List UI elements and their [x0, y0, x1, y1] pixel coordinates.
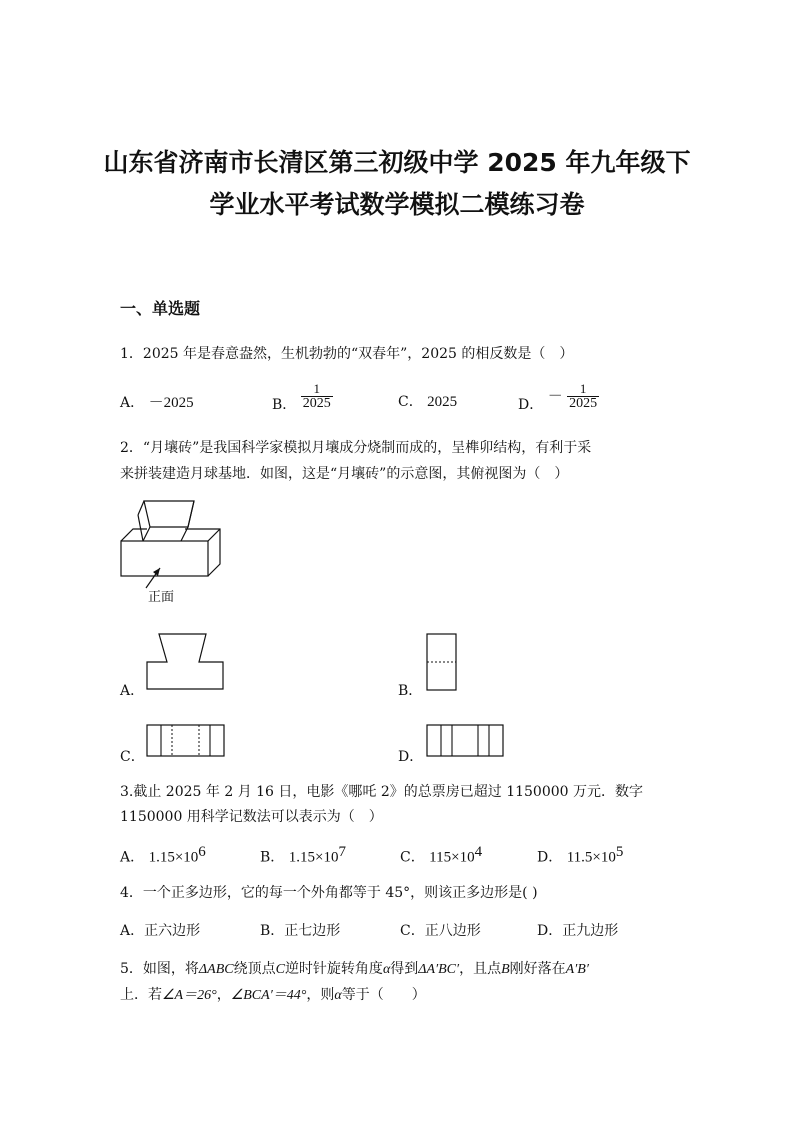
question-3-option-a[interactable]	[120, 844, 206, 867]
option-exponent: 4	[474, 844, 483, 860]
q5-text: 刚好落在	[509, 961, 566, 977]
option-label: A．	[120, 849, 145, 866]
option-exponent: 6	[198, 844, 206, 860]
option-label: D．	[537, 849, 563, 866]
question-2-line-2: 来拼装建造月球基地．如图，这是“月壤砖”的示意图，其俯视图为（ ）	[120, 466, 569, 482]
angle-bca: ∠BCA′＝44°	[230, 988, 307, 1003]
option-label: B．	[272, 396, 297, 413]
question-2-line-1: 2．“月壤砖”是我国科学家模拟月壤成分烧制而成的，呈榫卯结构，有利于采	[120, 440, 592, 456]
option-value: －2025	[148, 395, 194, 411]
question-4-option-c[interactable]: C．正八边形	[400, 923, 481, 939]
question-2-option-b-label[interactable]: B．	[398, 683, 423, 699]
question-1-option-d[interactable]	[518, 382, 599, 411]
q5-text: 上．若	[120, 987, 162, 1003]
question-1-option-a[interactable]	[120, 391, 194, 412]
triangle-rotated: ΔA′BC′	[418, 962, 460, 977]
question-1-text: 1．2025 年是春意盎然，生机勃勃的“双春年”，2025 的相反数是（ ）	[120, 346, 574, 362]
q5-text: ，且点	[459, 961, 502, 977]
question-5-line-2	[120, 984, 426, 1004]
arrow-head	[153, 568, 160, 576]
q5-text: 绕顶点	[233, 961, 276, 977]
document-title-line-2: 学业水平考试数学模拟二模练习卷	[209, 190, 585, 219]
question-3-option-b[interactable]	[260, 844, 346, 867]
question-5-line-1	[120, 958, 589, 978]
fraction-numerator: 1	[313, 381, 320, 396]
option-exponent: 7	[338, 844, 346, 860]
option-label: C．	[398, 394, 423, 410]
question-2-option-d-label[interactable]: D．	[398, 749, 424, 765]
q5-text: 得到	[390, 961, 419, 977]
segment-a-b: A′B′	[565, 962, 589, 977]
q5-text: ，	[216, 987, 231, 1003]
question-2-option-b-figure[interactable]	[426, 633, 458, 693]
fraction-denominator: 2025	[302, 396, 331, 411]
angle-alpha: α	[382, 962, 391, 977]
option-label: B．	[260, 849, 285, 866]
minus-sign: －	[547, 388, 563, 405]
question-1-option-b[interactable]	[272, 382, 333, 411]
point-b: B	[501, 962, 510, 977]
angle-alpha: α	[334, 988, 342, 1003]
question-4-option-d[interactable]: D．正九边形	[537, 923, 619, 939]
fraction	[567, 382, 599, 411]
question-2-option-a-label[interactable]: A．	[120, 683, 145, 699]
option-label: D．	[518, 396, 544, 413]
question-2-option-d-figure[interactable]	[426, 724, 506, 758]
question-3-option-c[interactable]	[400, 844, 482, 867]
angle-a: ∠A＝26°	[162, 988, 217, 1003]
option-label: C．	[400, 849, 425, 866]
fraction	[301, 382, 333, 411]
question-2-option-c-figure[interactable]	[146, 724, 226, 758]
question-4-option-b[interactable]: B．正七边形	[260, 923, 341, 939]
question-2-option-a-figure[interactable]	[146, 633, 226, 693]
question-3-option-d[interactable]	[537, 844, 623, 867]
option-mantissa: 115×10	[429, 849, 475, 866]
q5-text: 等于（ ）	[341, 987, 426, 1003]
front-label: 正面	[148, 590, 175, 605]
option-label: A．	[120, 395, 145, 411]
option-mantissa: 1.15×10	[148, 849, 199, 866]
point-c: C	[275, 962, 285, 977]
question-4-text: 4．一个正多边形，它的每一个外角都等于 45°，则该正多边形是( )	[120, 885, 538, 901]
triangle-abc: ΔABC	[198, 962, 234, 977]
question-2-option-c-label[interactable]: C．	[120, 749, 145, 765]
option-value: 2025	[427, 394, 458, 410]
option-mantissa: 11.5×10	[566, 849, 616, 866]
question-3-line-2: 1150000 用科学记数法可以表示为（ ）	[120, 809, 383, 825]
section-heading: 一、单选题	[120, 299, 201, 318]
question-4-option-a[interactable]: A．正六边形	[120, 923, 201, 939]
q5-text: ，则	[306, 987, 335, 1003]
document-title-line-1: 山东省济南市长清区第三初级中学 2025 年九年级下	[103, 148, 691, 177]
option-exponent: 5	[615, 844, 624, 860]
q5-text: 5．如图，将	[120, 961, 199, 977]
question-3-line-1: 3.截止 2025 年 2 月 16 日，电影《哪吒 2》的总票房已超过 1150000 万元．数字	[120, 784, 644, 800]
fraction-denominator: 2025	[569, 396, 598, 411]
q5-text: 逆时针旋转角度	[284, 961, 383, 977]
fraction-numerator: 1	[579, 381, 587, 396]
option-mantissa: 1.15×10	[288, 849, 339, 866]
question-1-option-c[interactable]	[398, 391, 457, 411]
